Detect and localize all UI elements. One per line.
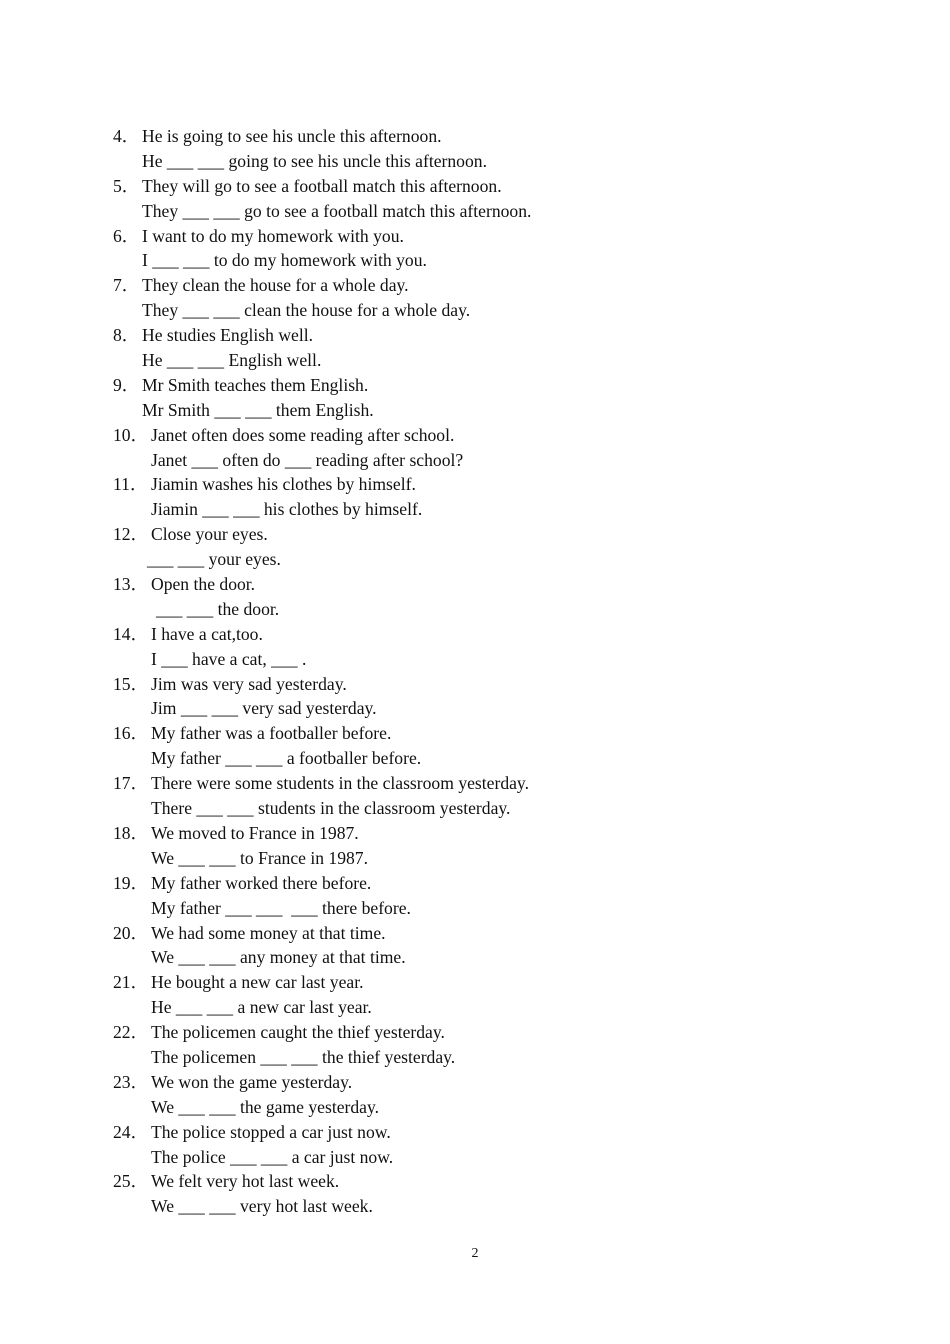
exercise-number: 13．: [113, 574, 149, 595]
exercise-question: [113, 174, 833, 199]
exercise-answer: There ___ ___ students in the classroom yesterday.: [151, 798, 511, 819]
exercise-number: 6．: [113, 225, 140, 246]
exercise-answer: Jiamin ___ ___ his clothes by himself.: [151, 499, 423, 520]
exercise-question: [113, 1169, 833, 1194]
question-text: We moved to France in 1987.: [151, 822, 359, 843]
exercise-number: 18．: [113, 822, 149, 843]
exercise-number: 21．: [113, 972, 149, 993]
exercise-number: 10．: [113, 424, 149, 445]
question-text: We felt very hot last week.: [151, 1171, 340, 1192]
exercise-answer: ___ ___ the door.: [156, 598, 280, 619]
exercise-number: 20．: [113, 922, 149, 943]
exercise-number: 14．: [113, 623, 149, 644]
question-text: Jiamin washes his clothes by himself.: [151, 474, 416, 495]
question-text: My father was a footballer before.: [151, 723, 392, 744]
question-text: We won the game yesterday.: [151, 1071, 353, 1092]
question-text: He is going to see his uncle this afternoon.: [142, 126, 442, 146]
exercise-answer: We ___ ___ very hot last week.: [151, 1196, 373, 1217]
exercise-answer: He ___ ___ English well.: [142, 350, 322, 371]
question-text: I want to do my homework with you.: [142, 225, 404, 246]
exercise-answer: He ___ ___ a new car last year.: [151, 997, 372, 1018]
exercise-number: 4．: [113, 126, 140, 146]
exercise-number: 12．: [113, 524, 149, 545]
exercise-answer: My father ___ ___ a footballer before.: [151, 748, 422, 769]
exercise-list: [113, 124, 833, 1219]
exercise-question: [113, 672, 833, 697]
exercise-answer: The police ___ ___ a car just now.: [151, 1146, 394, 1167]
exercise-answer: My father ___ ___ ___ there before.: [151, 897, 411, 918]
exercise-answer: Mr Smith ___ ___ them English.: [142, 399, 374, 420]
exercise-answer: I ___ ___ to do my homework with you.: [142, 250, 427, 271]
exercise-number: 8．: [113, 325, 140, 346]
exercise-question: [113, 472, 833, 497]
question-text: We had some money at that time.: [151, 922, 386, 943]
exercise-question: [113, 273, 833, 298]
exercise-number: 15．: [113, 673, 149, 694]
exercise-number: 24．: [113, 1121, 149, 1142]
exercise-question: [113, 323, 833, 348]
question-text: He studies English well.: [142, 325, 314, 346]
question-text: He bought a new car last year.: [151, 972, 364, 993]
question-text: The policemen caught the thief yesterday.: [151, 1022, 445, 1043]
question-text: Close your eyes.: [151, 524, 268, 545]
question-text: Jim was very sad yesterday.: [151, 673, 347, 694]
exercise-number: 9．: [113, 374, 140, 395]
exercise-answer: We ___ ___ the game yesterday.: [151, 1096, 380, 1117]
exercise-answer: They ___ ___ clean the house for a whole day.: [142, 300, 471, 321]
exercise-answer: Janet ___ often do ___ reading after school?: [151, 449, 464, 470]
exercise-number: 5．: [113, 175, 140, 196]
exercise-answer: We ___ ___ any money at that time.: [151, 947, 406, 968]
page-number: 2: [471, 1246, 479, 1261]
exercise-question: [113, 771, 833, 796]
exercise-question: [113, 572, 833, 597]
exercise-question: [113, 821, 833, 846]
exercise-number: 23．: [113, 1071, 149, 1092]
exercise-question: [113, 224, 833, 249]
exercise-question: [113, 970, 833, 995]
exercise-number: 7．: [113, 275, 140, 296]
question-text: They clean the house for a whole day.: [142, 275, 409, 296]
exercise-question: [113, 1020, 833, 1045]
exercise-number: 22．: [113, 1022, 149, 1043]
exercise-number: 16．: [113, 723, 149, 744]
exercise-question: [113, 1070, 833, 1095]
question-text: The police stopped a car just now.: [151, 1121, 391, 1142]
question-text: They will go to see a football match this afternoon.: [142, 175, 502, 196]
exercise-question: [113, 522, 833, 547]
question-text: I have a cat,too.: [151, 623, 263, 644]
exercise-answer: We ___ ___ to France in 1987.: [151, 847, 369, 868]
exercise-answer: He ___ ___ going to see his uncle this afternoon.: [142, 150, 487, 171]
exercise-answer: Jim ___ ___ very sad yesterday.: [151, 698, 377, 719]
question-text: Open the door.: [151, 574, 256, 595]
exercise-number: 17．: [113, 773, 149, 794]
exercise-question: [113, 124, 833, 149]
exercise-answer: ___ ___ your eyes.: [147, 549, 281, 570]
exercise-number: 11．: [113, 474, 148, 495]
question-text: Janet often does some reading after school.: [151, 424, 455, 445]
exercise-question: [113, 373, 833, 398]
question-text: There were some students in the classroom yesterday.: [151, 773, 529, 794]
question-text: Mr Smith teaches them English.: [142, 374, 369, 395]
exercise-question: [113, 921, 833, 946]
exercise-question: [113, 721, 833, 746]
exercise-answer: The policemen ___ ___ the thief yesterday.: [151, 1046, 456, 1067]
exercise-answer: They ___ ___ go to see a football match this afternoon.: [142, 200, 532, 221]
exercise-question: [113, 622, 833, 647]
exercise-number: 19．: [113, 872, 149, 893]
exercise-question: [113, 1120, 833, 1145]
exercise-number: 25．: [113, 1171, 149, 1192]
exercise-question: [113, 871, 833, 896]
question-text: My father worked there before.: [151, 872, 372, 893]
exercise-question: [113, 423, 833, 448]
exercise-answer: I ___ have a cat, ___ .: [151, 648, 307, 669]
